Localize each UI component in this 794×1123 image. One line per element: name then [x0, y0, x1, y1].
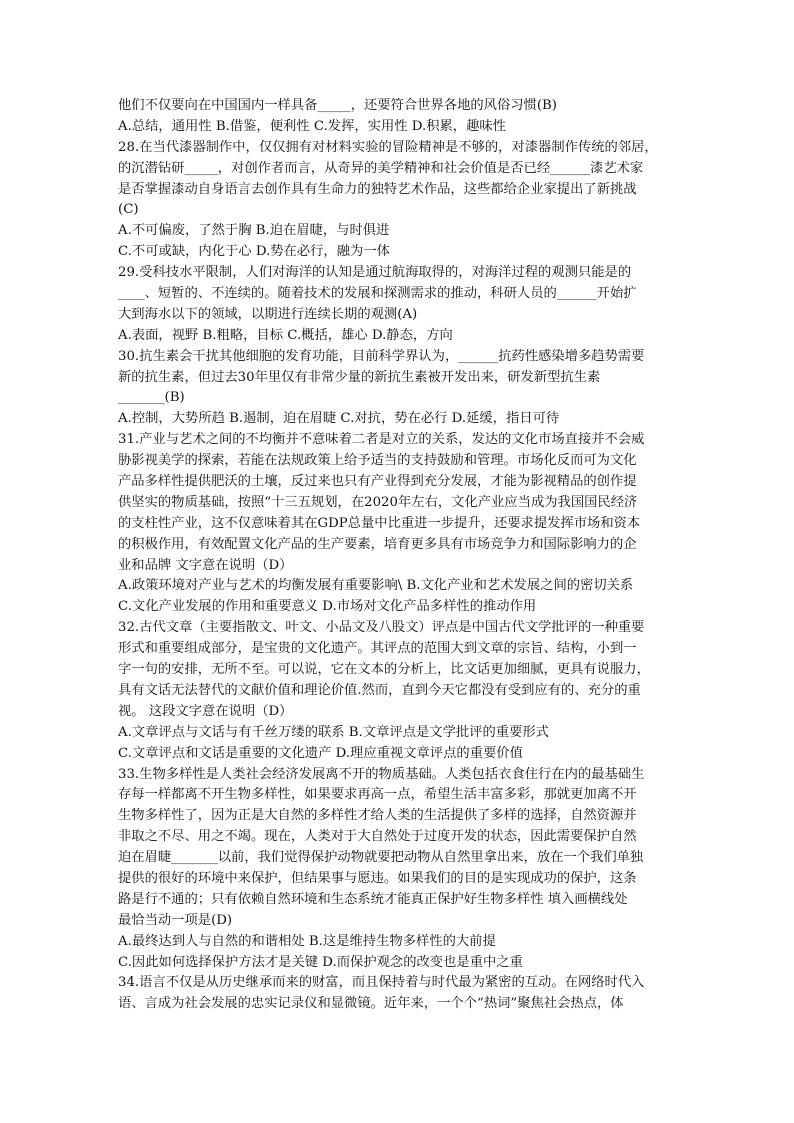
text-line: 的支柱性产业，这不仅意味着其在GDP总量中比重进一步提升，还要求提发挥市场和资本 — [118, 515, 641, 531]
text-line: 28.在当代漆器制作中，仅仅拥有对材料实验的冒险精神是不够的，对漆器制作传统的邻居， — [118, 139, 658, 155]
text-line: _______(B) — [118, 390, 185, 406]
text-line: 的积极作用，有效配置文化产品的生产要素，培育更多具有市场竞争力和国际影响力的企 — [118, 536, 637, 552]
text-line: 提供的很好的环境中来保护，但结果事与愿违。如果我们的目的是实现成功的保护，这条 — [118, 870, 637, 886]
text-line: 语、言成为社会发展的忠实记录仪和显微镜。近年来，一个个“热词”聚焦社会热点，体 — [118, 996, 624, 1012]
document-page — [118, 96, 676, 1015]
text-line: ____、短暂的、不连续的。随着技术的发展和探测需求的推动，科研人员的______开始扩 — [118, 286, 637, 302]
text-line: A.不可偏废，了然于胸 B.迫在眉睫，与时俱进 — [118, 223, 390, 239]
text-line: 是否掌握漆动自身语言去创作具有生命力的独特艺术作品，这些都给企业家提出了新挑战 — [118, 181, 637, 197]
text-line: A.政策环境对产业与艺术的均衡发展有重要影响\ B.文化产业和艺术发展之间的密切关系 — [118, 578, 634, 594]
text-line: 胁影视美学的探索，若能在法规政策上给予适当的支持鼓励和管理。市场化反而可为文化 — [118, 453, 637, 469]
text-line: 他们不仅要向在中国国内一样具备_____，还要符合世界各地的风俗习惯(B) — [118, 98, 557, 113]
text-line: 的沉潜钻研_____，对创作者而言，从奇异的美学精神和社会价值是否已经______漆艺术家 — [118, 160, 644, 176]
text-line: A.总结，通用性 B.借鉴，便利性 C.发挥，实用性 D.积累，趣味性 — [118, 118, 506, 134]
text-line: 34.语言不仅是从历史继承而来的财富，而且保持着与时代最为紧密的互动。在网络时代入 — [118, 975, 645, 991]
text-line: 供坚实的物质基础，按照“十三五规划，在2020年左右，文化产业应当成为我国国民经济 — [118, 494, 638, 510]
text-line: 存每一样都离不开生物多样性，如果要求再高一点，希望生活丰富多彩，那就更加离不开 — [118, 787, 637, 803]
text-line: 产品多样性提供肥沃的土壤，反过来也只有产业得到充分发展，才能为影视精品的创作提 — [118, 474, 637, 490]
text-line: C.文章评点和文话是重要的文化遗产 D.理应重视文章评点的重要价值 — [118, 745, 523, 761]
text-line: 32.古代文章（主要指散文、叶文、小品文及八股文）评点是中国古代文学批评的一种重要 — [118, 620, 645, 636]
text-line: 30.抗生素会干扰其他细胞的发育功能，目前科学界认为，______抗药性感染增多趋势需要 — [118, 348, 645, 364]
text-line: C.文化产业发展的作用和重要意义 D.市场对文化产品多样性的推动作用 — [118, 599, 537, 615]
text-line: 具有文话无法替代的文献价值和理论价值.然而，直到今天它都没有受到应有的、充分的重 — [118, 682, 641, 698]
text-line: 路是行不通的；只有依赖自然环境和生态系统才能真正保护好生物多样性 填入画横线处 — [118, 891, 628, 907]
text-line: C.不可或缺，内化于心 D.势在必行，融为一体 — [118, 244, 390, 260]
text-line: 29.受科技水平限制，人们对海洋的认知是通过航海取得的，对海洋过程的观测只能是的 — [118, 265, 632, 281]
text-line: A.表面，视野 B.粗略，目标 C.概括，雄心 D.静态，方向 — [118, 327, 453, 343]
text-line: 形式和重要组成部分，是宝贵的文化遗产。其评点的范围大到文章的宗旨、结构，小到一 — [118, 641, 637, 657]
text-line: 迫在眉睫_______以前，我们觉得保护动物就要把动物从自然里拿出来，放在一个我们单独 — [118, 850, 644, 866]
text-line: 业和品牌 文字意在说明（D） — [118, 557, 293, 573]
text-line: 视。 这段文字意在说明（D） — [118, 703, 293, 719]
text-line: A.控制，大势所趋 B.遏制，迫在眉睫 C.对抗，势在必行 D.延缓，指日可待 — [118, 411, 560, 427]
text-line: A.文章评点与文话与有千丝万缕的联系 B.文章评点是文学批评的重要形式 — [118, 724, 549, 740]
text-line: 字一句的安排，无所不至。可以说，它在文本的分析上，比文话更加细腻，更具有说服力， — [118, 662, 650, 678]
text-line: 大到海水以下的领域，以期进行连续长期的观测(A) — [118, 306, 418, 322]
text-line: (C) — [118, 202, 139, 218]
text-line: 最恰当动一项是(D) — [118, 912, 233, 928]
text-line: A.最终达到人与自然的和谐相处 B.这是维持生物多样性的大前提 — [118, 933, 496, 949]
text-line: 生物多样性了，因为正是大自然的多样性才给人类的生活提供了多样的选择，自然资源并 — [118, 808, 637, 824]
text-line: 31.产业与艺术之间的不均衡并不意味着二者是对立的关系，发达的文化市场直接并不会威 — [118, 432, 645, 448]
text-line: C.因此如何选择保护方法才是关键 D.而保护观念的改变也是重中之重 — [118, 954, 523, 970]
text-line: 33.生物多样性是人类社会经济发展离不开的物质基础。人类包括衣食住行在内的最基础生 — [118, 766, 645, 782]
text-line: 非取之不尽、用之不竭。现在，人类对于大自然处于过度开发的状态，因此需要保护自然 — [118, 829, 637, 845]
text-line: 新的抗生素，但过去30年里仅有非常少量的新抗生素被开发出来，研发新型抗生素 — [118, 369, 601, 385]
